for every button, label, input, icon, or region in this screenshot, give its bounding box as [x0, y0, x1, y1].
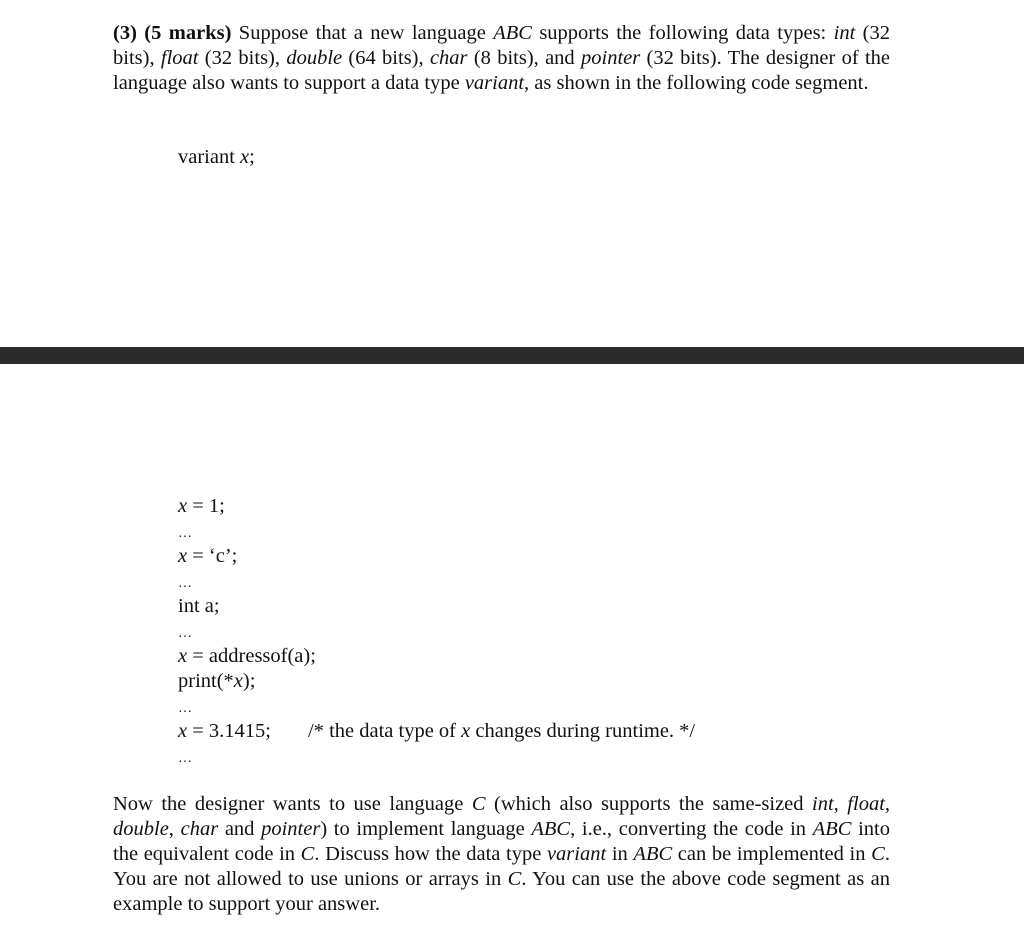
- language-c: C: [507, 868, 522, 890]
- code-text: = 3.1415;: [187, 720, 271, 742]
- text: and: [218, 818, 262, 840]
- variable: x: [178, 720, 188, 742]
- text: ,: [168, 818, 181, 840]
- type-double: double: [113, 818, 169, 840]
- text: (which also supports the same-sized: [485, 793, 813, 815]
- code-text: print(*: [178, 670, 234, 692]
- variable: x: [178, 495, 188, 517]
- code-line: [178, 494, 225, 519]
- text: Suppose that a new language: [231, 22, 494, 44]
- text: ,: [833, 793, 848, 815]
- code-ellipsis: …: [178, 626, 193, 641]
- code-ellipsis: …: [178, 701, 193, 716]
- type-variant: variant: [546, 843, 607, 865]
- language-name: ABC: [493, 22, 532, 44]
- code-ellipsis: …: [178, 576, 193, 591]
- question-number: (3): [113, 22, 137, 44]
- code-text: = 1;: [187, 495, 225, 517]
- code-ellipsis: …: [178, 751, 193, 766]
- language-name: ABC: [812, 818, 852, 840]
- code-comment: [308, 719, 695, 744]
- text: ,: [884, 793, 891, 815]
- type-char: char: [429, 47, 468, 69]
- text: can be implemented in: [672, 843, 872, 865]
- type-int: int: [833, 22, 856, 44]
- code-line: [178, 544, 237, 569]
- text: (32 bits),: [198, 47, 287, 69]
- language-c: C: [871, 843, 885, 865]
- type-float: float: [847, 793, 885, 815]
- text: in: [606, 843, 634, 865]
- punct: ;: [249, 146, 255, 168]
- text: ) to implement language: [320, 818, 532, 840]
- type-pointer: pointer: [581, 47, 641, 69]
- code-line: [178, 644, 316, 669]
- variable: x: [178, 645, 188, 667]
- text: supports the following data types:: [531, 22, 834, 44]
- type-int: int: [812, 793, 834, 815]
- question-marks: (5 marks): [144, 22, 232, 44]
- variant-declaration: [178, 145, 255, 170]
- text: , i.e., converting the code in: [570, 818, 813, 840]
- text: (8 bits), and: [467, 47, 581, 69]
- variable: x: [178, 545, 188, 567]
- type-variant: variant: [464, 72, 525, 94]
- code-text: = addressof(a);: [187, 645, 316, 667]
- code-line: [178, 719, 271, 744]
- code-text: );: [242, 670, 256, 692]
- variable: x: [240, 146, 250, 168]
- text: (32 bits). The designer of the language also wants to support a data type: [113, 47, 891, 94]
- text: . You can use the above code segment as an example to support your answer.: [113, 868, 890, 915]
- page-divider: [0, 347, 1024, 364]
- type-pointer: pointer: [261, 818, 321, 840]
- language-c: C: [300, 843, 315, 865]
- variable: x: [233, 670, 243, 692]
- language-name: ABC: [633, 843, 673, 865]
- text: , as shown in the following code segment.: [524, 72, 869, 94]
- type-double: double: [286, 47, 343, 69]
- type-char: char: [180, 818, 219, 840]
- text: . Discuss how the data type: [314, 843, 547, 865]
- code-line: int a;: [178, 595, 220, 617]
- comment-text: changes during runtime. */: [470, 720, 696, 742]
- comment-text: /* the data type of: [308, 720, 462, 742]
- code-line: [178, 669, 255, 694]
- keyword: variant: [178, 146, 241, 168]
- type-float: float: [160, 47, 199, 69]
- text: . You are not allowed to use unions or arrays in: [113, 843, 890, 890]
- question-paragraph: [113, 21, 890, 96]
- text: Now the designer wants to use language: [113, 793, 472, 815]
- text: (32 bits),: [113, 22, 891, 69]
- language-c: C: [471, 793, 486, 815]
- task-paragraph: [113, 792, 890, 917]
- text: (64 bits),: [342, 47, 430, 69]
- language-name: ABC: [531, 818, 571, 840]
- variable: x: [461, 720, 471, 742]
- code-text: = ‘c’;: [187, 545, 238, 567]
- text: into the equivalent code in: [113, 818, 890, 865]
- code-ellipsis: …: [178, 526, 193, 541]
